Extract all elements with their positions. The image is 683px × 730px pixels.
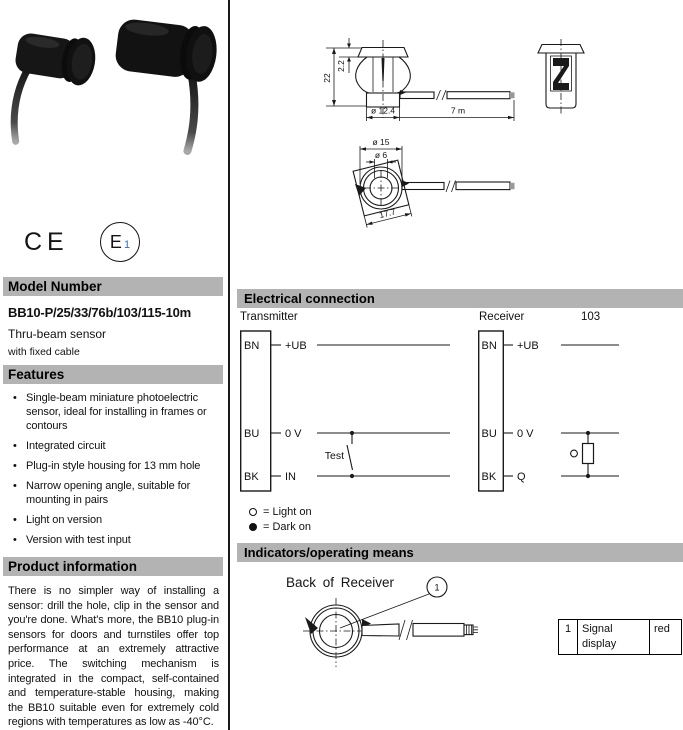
column-divider (228, 0, 230, 730)
receiver-cable (362, 619, 478, 640)
indicator-table-color: red (649, 620, 681, 654)
product-information-text: There is no simpler way of installing a sensor: drill the hole, clip in the sensor and you're done. What's more, the BB10 plug-in sensors for doors and turnstiles offer top performance at an extremely attractive price. The switching mechanism is integrated in the compact, self-contained and temperature-stable housing, making the BB10 suitable even for extremely cold regions with temperatures as low as -40°C. (8, 585, 219, 729)
sensor-photo-left (3, 28, 99, 152)
ce-mark: CE (24, 228, 69, 256)
tx-signal-ub: +UB (285, 340, 307, 352)
dim-label-flange-diameter: ø 15 (372, 137, 390, 147)
sensor-type: Thru-beam sensor (8, 327, 107, 341)
feature-item: • Light on version (26, 513, 221, 527)
tx-signal-0v: 0 V (285, 428, 302, 440)
light-on-symbol (249, 508, 257, 516)
cable-note: with fixed cable (8, 346, 80, 358)
indicator-table-number: 1 (564, 623, 572, 635)
dark-on-text: = Dark on (263, 521, 311, 533)
product-photo (2, 4, 226, 220)
product-information-section (3, 557, 223, 730)
model-number-section (3, 277, 223, 358)
features-header: Features (3, 365, 223, 384)
e1-mark (100, 222, 140, 262)
sensor-face-view (353, 137, 514, 228)
certification-marks (24, 222, 204, 268)
receiver-diagram (479, 331, 619, 491)
tx-pin-bk: BK (244, 471, 259, 483)
test-label: Test (324, 450, 344, 462)
feature-item: • Integrated circuit (26, 439, 221, 453)
dimension-drawing (237, 0, 683, 282)
tx-pin-bu: BU (244, 428, 260, 440)
rx-signal-0v: 0 V (517, 428, 534, 440)
indicator-table (558, 619, 682, 655)
feature-item: • Narrow opening angle, suitable for mounting in pairs (26, 479, 221, 507)
rx-signal-ub: +UB (517, 340, 539, 352)
rx-pin-bn: BN (481, 340, 497, 352)
e1-letter: E (109, 231, 122, 252)
e1-number: 1 (123, 239, 131, 251)
sensor-photo-right (105, 16, 220, 153)
feature-item: • Single-beam miniature photoelectric sensor, ideal for installing in frames or contours (26, 391, 221, 433)
dim-label-cable-length: 7 m (450, 105, 466, 116)
indicators-header: Indicators/operating means (237, 543, 683, 562)
features-section (3, 365, 223, 553)
dim-label-lens-diameter: ø 6 (374, 150, 388, 160)
receiver-code: 103 (581, 311, 601, 323)
dim-label-body-diameter: ø 12.4 (370, 105, 396, 116)
callout-number: 1 (434, 582, 440, 593)
rx-pin-bu: BU (481, 428, 497, 440)
light-on-text: = Light on (263, 506, 312, 518)
tx-pin-bn: BN (244, 340, 260, 352)
test-switch (325, 431, 354, 478)
indicator-table-function: Signal display (577, 620, 649, 654)
feature-item: • Plug-in style housing for 13 mm hole (26, 459, 221, 473)
model-number: BB10-P/25/33/76b/103/115-10m (8, 305, 192, 320)
feature-item: • Version with test input (26, 533, 221, 547)
cable (400, 92, 434, 99)
receiver-label: Receiver (479, 311, 525, 323)
electrical-connection-header: Electrical connection (237, 289, 683, 308)
load-resistor (571, 431, 594, 478)
product-information-header: Product information (3, 557, 223, 576)
dark-on-symbol (249, 523, 257, 531)
dim-label-height: 22 (322, 73, 332, 83)
rx-signal-q: Q (517, 471, 526, 483)
dim-label-cap-height: 2.2 (336, 60, 346, 72)
tx-signal-in: IN (285, 471, 296, 483)
transmitter-label: Transmitter (240, 311, 298, 323)
features-list (3, 391, 223, 547)
sensor-side-view (538, 39, 584, 116)
output-indicator-circle (571, 450, 578, 457)
wiring-diagram (237, 326, 683, 506)
switching-legend (249, 505, 312, 535)
model-number-header: Model Number (3, 277, 223, 296)
rx-pin-bk: BK (481, 471, 497, 483)
dim-label-diagonal: 17.7 (378, 206, 397, 221)
back-of-receiver-label: Back of Receiver (286, 575, 395, 590)
transmitter-diagram (241, 331, 450, 491)
